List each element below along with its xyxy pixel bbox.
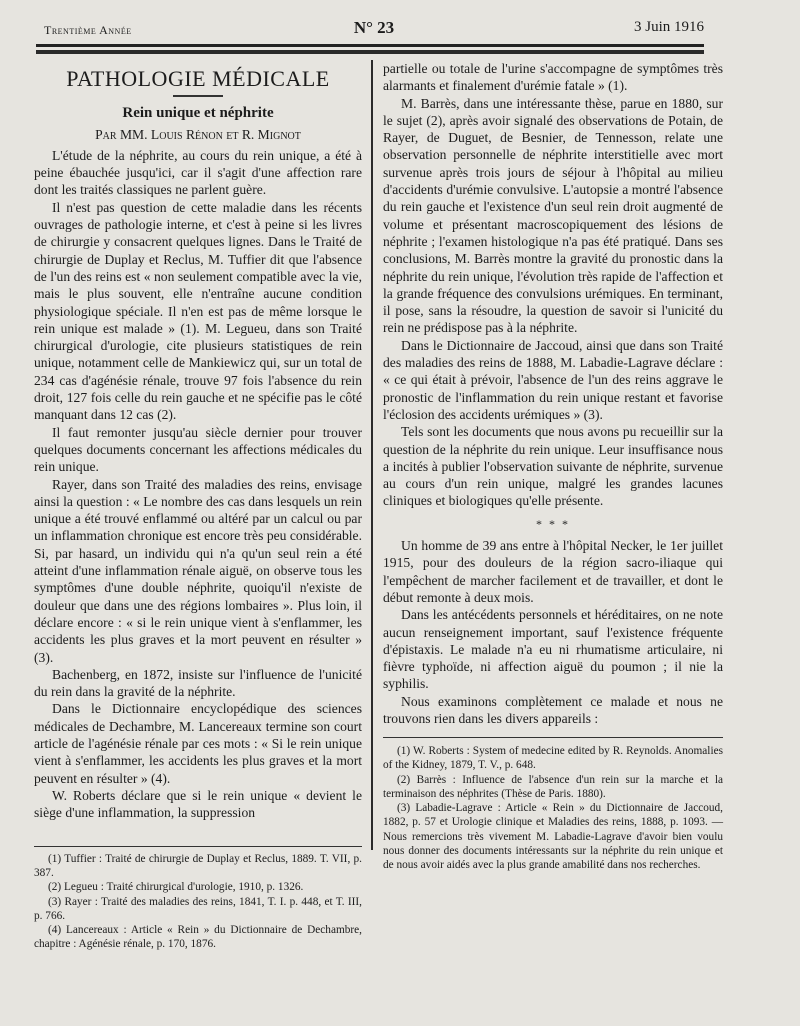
footnote: (1) Tuffier : Traité de chirurgie de Duplay et Reclus, 1889. T. VII, p. 387. [34,853,362,880]
paragraph: Dans le Dictionnaire encyclopédique des sciences médicales de Dechambre, M. Lancereaux termine son court article de l'agénésie rénale par ces mots : « Si le rein unique vient à s'enflammer, les accidents les plus graves et la mort peuvent en résulter » (4). [34,701,362,786]
paragraph: Il faut remonter jusqu'au siècle dernier pour trouver quelques documents concernant les affections médicales du rein unique. [34,424,362,475]
paragraph: Tels sont les documents que nous avons pu recueillir sur la question de la néphrite du rein unique. Leur insuffisance nous a incités à publier l'observation suivante de néphrite, survenue au cours d'un rein unique, malgré les grandes lacunes cliniques et biologiques qu'elle présente. [383,424,723,509]
footnote: (2) Legueu : Traité chirurgical d'urologie, 1910, p. 1326. [48,881,304,894]
paragraph: Dans le Dictionnaire de Jaccoud, ainsi que dans son Traité des maladies des reins de 1888, M. Labadie-Lagrave déclare : « ce qui était à prévoir, l'absence de l'un des reins aggrave le pronostic de l'inflammation du rein unique restant et favorise l'éclosion des accidents urémiques » (3). [383,337,723,422]
paragraph: Rayer, dans son Traité des maladies des reins, envisage ainsi la question : « Le nombre des cas dans lesquels un rein unique a été trouvé enflammé ou altéré par un calcul ou par un inflammation chronique est encore très peu considérable. Si, par hasard, un individu qui n'a qu'un seul rein a été atteint d'une inflammation rénale aiguë, on observe tous les symptômes d'une double néphrite, quoiqu'il n'existe de douleur que dans une des régions lombaires ». Plus loin, il déclare encore : « si le rein unique vient à s'enflammer, les accidents les plus graves et la mort peuvent en résulter » (3). [34,476,362,665]
paragraph: Il n'est pas question de cette maladie dans les récents ouvrages de pathologie interne, et c'est à peine si les livres de chirurgie y consacrent quelques lignes. Dans le Traité de chirurgie de Duplay et Reclus, M. Tuffier dit que l'absence de l'un des reins est « non seulement compatible avec la vie, mais le plus souvent, elle n'entraîne aucune condition physiologique spéciale. Il n'en est pas de même lorsque le rein unique est malade » (1). M. Legueu, dans son Traité chirurgical d'urologie, cite plusieurs statistiques de rein unique, notamment celle de Mankiewicz qui, sur un total de 234 cas d'agénésie rénale, trouve 97 fois l'absence du rein droit, 127 fois celle du rein gauche et ne spécifie pas le côté manquant dans 12 cas (2). [34,199,362,423]
column-divider [371,60,373,850]
paragraph: L'étude de la néphrite, au cours du rein unique, a été à peine ébauchée jusqu'ici, car il s'agit d'une affection rare dont les traités classiques ne parlent guère. [34,147,362,198]
asterism: * * * [536,516,570,531]
paragraph: partielle ou totale de l'urine s'accompagne de symptômes très alarmants et finalement d'urémie fatale » (1). [383,61,723,94]
header-rule-thick [36,50,704,54]
right-column [383,60,723,872]
paragraph: M. Barrès, dans une intéressante thèse, parue en 1880, sur le sujet (2), après avoir signalé des observations de Potain, de Rayer, de Duguet, de Besnier, de Tennesson, relate une observation personnelle de néphrite interstitielle avec mort survenue après trois jours de séjour à l'hôpital au milieu d'accidents d'urémie convulsive. L'autopsie a montré l'absence du rein gauche et l'existence d'un seul rein droit augmenté de volume et présentant macroscopiquement des lésions de néphrite ; l'examen histologique n'a pas été pratiqué. Dans ses conclusions, M. Barrès montre la gravité du pronostic dans la néphrite du rein unique, l'évolution très rapide de l'affection et la grande fréquence des convulsions urémiques. En terminant, il pose, sans la résoudre, la question de savoir si l'unicité du rein ne prédispose pas à la néphrite. [383,95,723,336]
article-title: Rein unique et néphrite [122,105,274,122]
article-authors: Par MM. Louis Rénon et R. Mignot [95,126,301,142]
issue-date: 3 Juin 1916 [633,19,704,35]
left-column [34,60,362,821]
volume-year: Trentième Année [44,23,132,37]
footnote: (3) Rayer : Traité des maladies des reins, 1841, T. I. p. 448, et T. III, p. 766. [34,895,362,922]
paragraph: Un homme de 39 ans entre à l'hôpital Necker, le 1er juillet 1915, pour des douleurs de la région sacro-iliaque qui l'empêchent de marcher facilement et de travailler, et dont le début remonte à deux mois. [383,538,723,605]
right-footnotes [383,744,723,872]
title-divider [173,95,223,97]
paragraph: Dans les antécédents personnels et héréditaires, on ne note aucun renseignement important, sauf l'existence fréquente d'épistaxis. Le malade n'a eu ni rhumatisme articulaire, ni fièvre typhoïde, ni affection aiguë du poumon ; il nie la syphilis. [383,607,723,692]
paragraph: W. Roberts déclare que si le rein unique « devient le siège d'une inflammation, la suppression [34,787,362,821]
footnote: (1) W. Roberts : System of medecine edited by R. Reynolds. Anomalies of the Kidney, 1879, T. V., p. 648. [383,745,723,772]
footnote-rule [34,846,362,847]
running-header [44,18,704,40]
section-title: PATHOLOGIE MÉDICALE [66,66,330,91]
footnote: (4) Lancereaux : Article « Rein » du Dictionnaire de Dechambre, chapitre : Agénésie rénale, p. 170, 1876. [34,924,362,951]
header-rule-thin [36,44,704,47]
footnote: (2) Barrès : Influence de l'absence d'un rein sur la marche et la terminaison des néphrites (Thèse de Paris. 1880). [383,773,723,800]
paragraph: Nous examinons complètement ce malade et nous ne trouvons rien dans les divers appareils : [383,693,723,726]
left-footnotes [34,852,362,951]
footnote-rule [383,737,723,738]
issue-number: N° 23 [353,18,395,37]
footnote: (3) Labadie-Lagrave : Article « Rein » du Dictionnaire de Jaccoud, 1882, p. 57 et Urologie clinique et Maladies des reins, 1888, p. 1093. — Nous remercions très vivement M. Labadie-Lagrave d'avoir bien voulu nous donner des documents intéressants sur la néphrite du rein unique et de nous avoir aidés avec la plus grande amabilité dans nos recherches. [383,802,723,871]
paragraph: Bachenberg, en 1872, insiste sur l'influence de l'unicité du rein dans la gravité de la néphrite. [34,666,362,700]
